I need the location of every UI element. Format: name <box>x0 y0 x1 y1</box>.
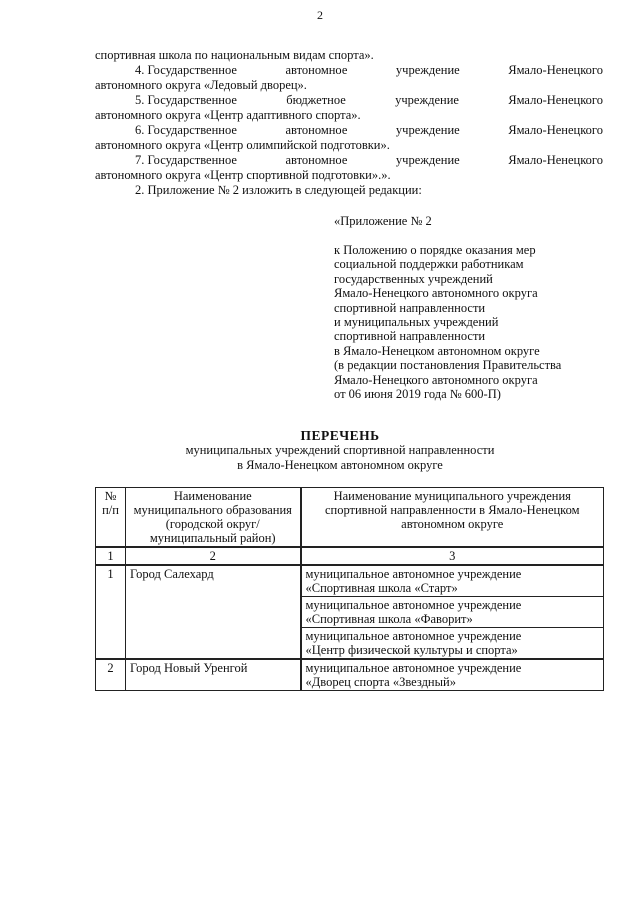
row-municipality: Город Новый Уренгой <box>126 659 301 691</box>
word: Ямало-Ненецкого <box>508 63 603 77</box>
word: учреждение <box>395 63 460 77</box>
word: учреждение <box>395 93 459 107</box>
appendix-line: социальной поддержки работникам <box>334 257 524 272</box>
appendix-line: к Положению о порядке оказания мер <box>334 243 536 257</box>
list-item-line <box>95 153 603 168</box>
appendix-line: Ямало-Ненецкого автономного округа <box>334 286 538 301</box>
word: Ямало-Ненецкого <box>508 93 603 107</box>
column-number: 3 <box>301 547 604 565</box>
list-item-line: автономного округа «Центр спортивной подготовки».». <box>95 168 391 182</box>
appendix-block <box>334 243 624 401</box>
list-title-block <box>0 428 640 473</box>
word: 7. Государственное <box>135 153 237 167</box>
list-item-line <box>95 123 603 138</box>
point-2: 2. Приложение № 2 изложить в следующей редакции: <box>135 183 422 197</box>
row-institution <box>301 628 604 660</box>
institution-name: «Дворец спорта «Звездный» <box>305 675 456 689</box>
list-item <box>95 153 603 183</box>
appendix-line: в Ямало-Ненецком автономном округе <box>334 343 540 358</box>
row-num: 2 <box>96 659 126 691</box>
list-item <box>95 93 603 123</box>
header-municipality: Наименование муниципального образования (городской округ/муниципальный район) <box>126 488 301 548</box>
list-item-line <box>95 93 603 108</box>
word: учреждение <box>395 153 460 167</box>
continuation-line: спортивная школа по национальным видам спорта». <box>95 48 374 62</box>
page-number: 2 <box>317 8 323 22</box>
column-number-row <box>96 547 604 565</box>
word: автономное <box>285 63 348 77</box>
table-header-row <box>96 488 604 548</box>
list-item-line <box>95 63 603 78</box>
list-item <box>95 123 603 153</box>
word: автономное <box>285 123 348 137</box>
institution-type: муниципальное автономное учреждение <box>305 567 522 581</box>
word: 5. Государственное <box>135 93 237 107</box>
list-subtitle-line: муниципальных учреждений спортивной направленности <box>185 443 495 457</box>
word: автономное <box>285 153 348 167</box>
word: Ямало-Ненецкого <box>508 153 603 167</box>
header-institution: Наименование муниципального учреждения спортивной направленности в Ямало-Ненецком автономном округе <box>301 488 604 548</box>
list-item <box>95 63 603 93</box>
appendix-line: Ямало-Ненецкого автономного округа <box>334 372 538 387</box>
list-subtitle-line: в Ямало-Ненецком автономном округе <box>237 458 443 472</box>
word: Ямало-Ненецкого <box>508 123 603 137</box>
body-text <box>95 48 603 198</box>
row-num: 1 <box>96 565 126 659</box>
word: учреждение <box>395 123 460 137</box>
word: 4. Государственное <box>135 63 237 77</box>
institution-type: муниципальное автономное учреждение <box>305 661 522 675</box>
appendix-line: государственных учреждений <box>334 271 493 286</box>
institution-type: муниципальное автономное учреждение <box>305 598 522 612</box>
appendix-line: (в редакции постановления Правительства <box>334 358 562 373</box>
row-institution <box>301 659 604 691</box>
column-number: 1 <box>96 547 126 565</box>
institution-name: «Спортивная школа «Фаворит» <box>305 612 473 626</box>
institution-name: «Центр физической культуры и спорта» <box>305 643 518 657</box>
list-item-line: автономного округа «Ледовый дворец». <box>95 78 307 92</box>
appendix-heading: «Приложение № 2 <box>334 214 432 228</box>
table-row <box>96 659 604 691</box>
list-title: ПЕРЕЧЕНЬ <box>300 428 380 443</box>
list-item-line: автономного округа «Центр адаптивного спорта». <box>95 108 361 122</box>
institution-type: муниципальное автономное учреждение <box>305 629 522 643</box>
list-item-line: автономного округа «Центр олимпийской подготовки». <box>95 138 390 152</box>
row-municipality: Город Салехард <box>126 565 301 659</box>
header-num: № п/п <box>96 488 126 548</box>
word: бюджетное <box>286 93 346 107</box>
word: 6. Государственное <box>135 123 237 137</box>
institutions-table <box>95 487 604 691</box>
appendix-line: от 06 июня 2019 года № 600-П) <box>334 387 501 402</box>
table-row <box>96 565 604 597</box>
appendix-line: и муниципальных учреждений <box>334 315 499 330</box>
institution-name: «Спортивная школа «Старт» <box>305 581 458 595</box>
appendix-line: спортивной направленности <box>334 329 486 344</box>
appendix-line: спортивной направленности <box>334 300 486 315</box>
column-number: 2 <box>126 547 301 565</box>
row-institution <box>301 597 604 628</box>
row-institution <box>301 565 604 597</box>
